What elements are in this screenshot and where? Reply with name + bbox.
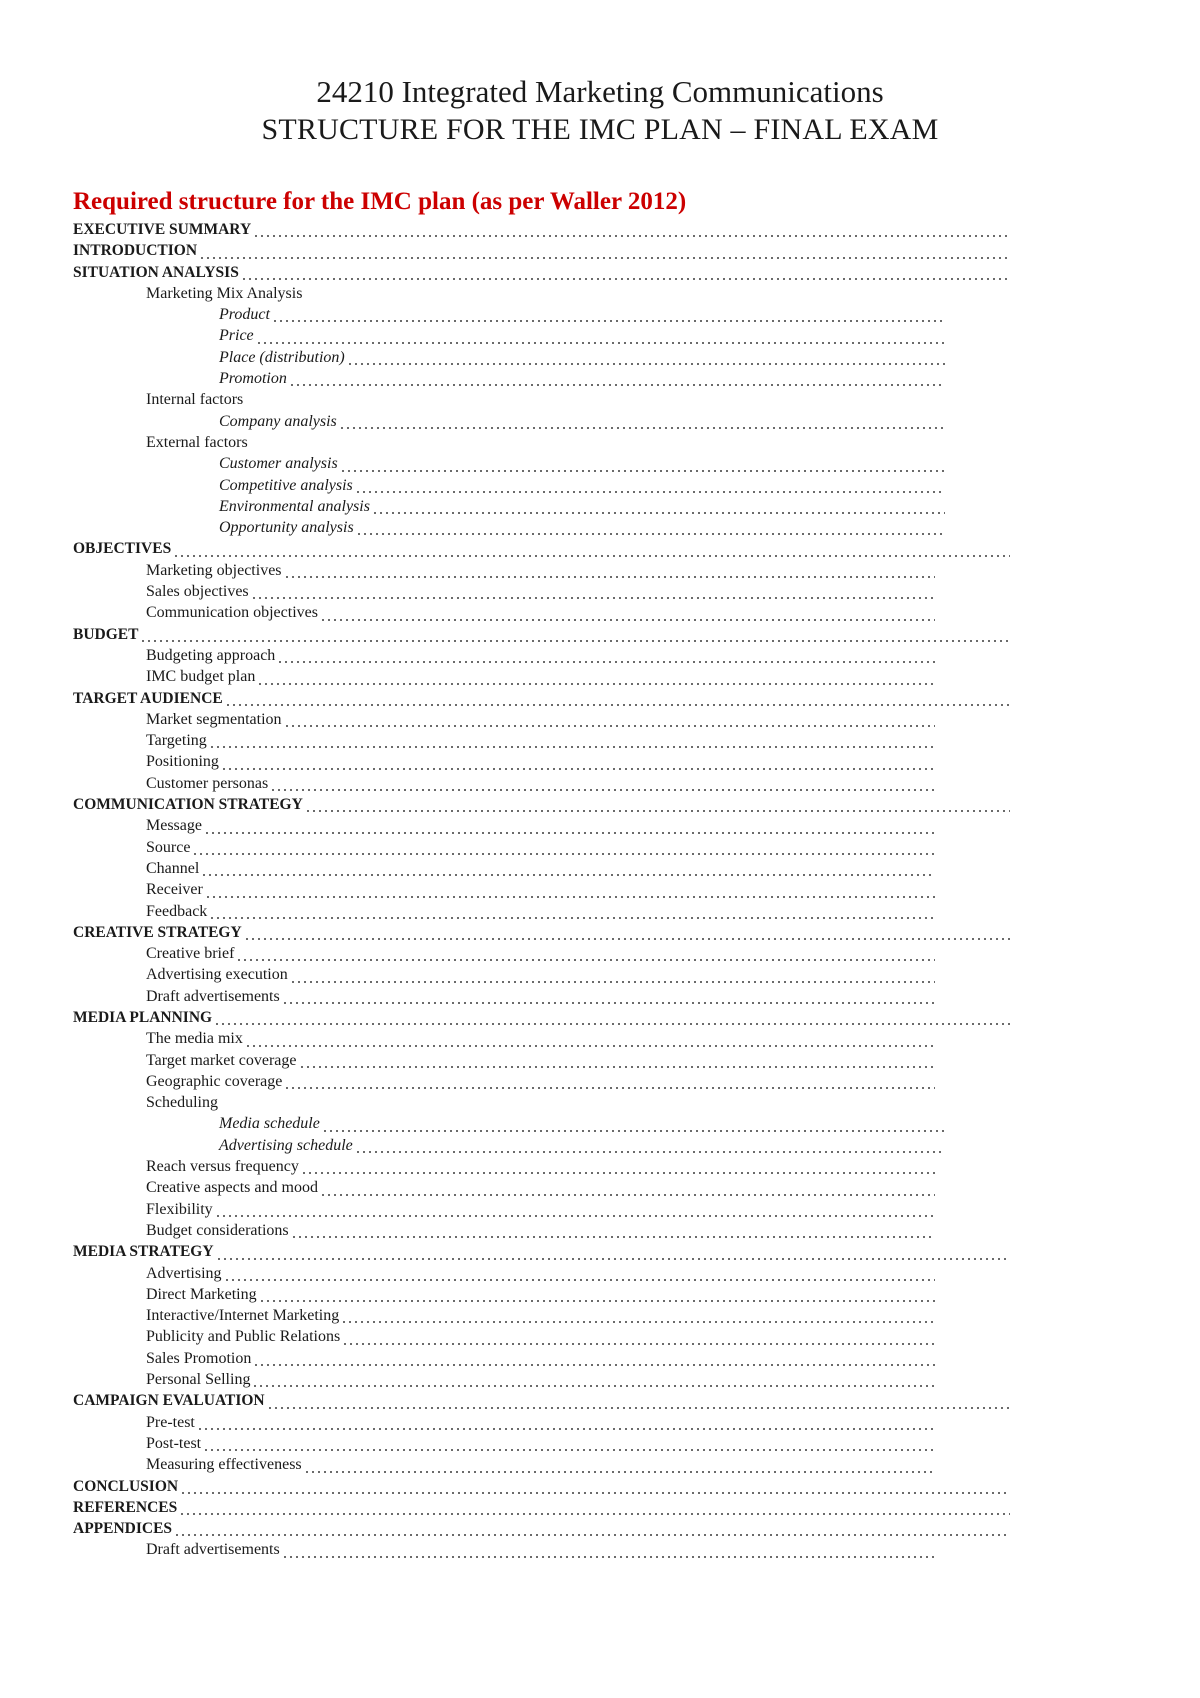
toc-entry xyxy=(0,709,1200,730)
toc-entry-label: Positioning xyxy=(146,753,219,771)
dot-leader xyxy=(267,1407,1010,1409)
toc-entry xyxy=(0,1177,1200,1198)
toc-entry-label: INTRODUCTION xyxy=(73,242,198,260)
dot-leader xyxy=(236,959,935,961)
toc-entry xyxy=(0,475,1200,496)
dot-leader xyxy=(322,1130,945,1132)
toc-entry xyxy=(0,1113,1200,1134)
toc-entry xyxy=(0,1476,1200,1497)
dot-leader xyxy=(277,661,935,663)
toc-entry-label: CREATIVE STRATEGY xyxy=(73,923,242,941)
dot-leader xyxy=(180,1492,1010,1494)
toc-entry-label: Direct Marketing xyxy=(146,1285,257,1303)
dot-leader xyxy=(284,1087,935,1089)
toc-entry xyxy=(0,1007,1200,1028)
toc-entry xyxy=(0,815,1200,836)
dot-leader xyxy=(216,1258,1010,1260)
toc-entry xyxy=(0,283,1200,304)
toc-entry-label: Product xyxy=(219,306,270,324)
toc-entry xyxy=(0,1454,1200,1475)
toc-entry xyxy=(0,1263,1200,1284)
dot-leader xyxy=(320,619,935,621)
toc-entry-label: REFERENCES xyxy=(73,1498,178,1516)
toc-entry-label: External factors xyxy=(146,433,248,451)
dot-leader xyxy=(270,789,935,791)
toc-entry xyxy=(0,1412,1200,1433)
dot-leader xyxy=(215,1215,935,1217)
toc-entry-label: APPENDICES xyxy=(73,1520,173,1538)
dot-leader xyxy=(253,235,1010,237)
toc-entry xyxy=(0,751,1200,772)
toc-entry xyxy=(0,730,1200,751)
toc-entry xyxy=(0,1241,1200,1262)
dot-leader xyxy=(192,853,935,855)
dot-leader xyxy=(355,1151,945,1153)
dot-leader xyxy=(290,981,935,983)
dot-leader xyxy=(253,1364,935,1366)
toc-entry xyxy=(0,794,1200,815)
toc-entry-label: Publicity and Public Relations xyxy=(146,1328,341,1346)
toc-entry-label: Scheduling xyxy=(146,1094,218,1112)
dot-leader xyxy=(224,1279,935,1281)
dot-leader xyxy=(199,257,1010,259)
toc-entry xyxy=(0,645,1200,666)
toc-entry-label: Channel xyxy=(146,859,200,877)
toc-entry xyxy=(0,453,1200,474)
toc-entry-label: Measuring effectiveness xyxy=(146,1456,302,1474)
toc-entry xyxy=(0,688,1200,709)
toc-entry xyxy=(0,964,1200,985)
toc-entry-label: IMC budget plan xyxy=(146,668,256,686)
toc-entry xyxy=(0,1199,1200,1220)
toc-entry-label: Budgeting approach xyxy=(146,646,276,664)
toc-entry xyxy=(0,1518,1200,1539)
toc-entry-label: Budget considerations xyxy=(146,1221,289,1239)
toc-entry-label: Targeting xyxy=(146,732,207,750)
toc-entry-label: Marketing objectives xyxy=(146,561,282,579)
toc-entry-label: Personal Selling xyxy=(146,1371,251,1389)
toc-entry-label: EXECUTIVE SUMMARY xyxy=(73,221,252,238)
dot-leader xyxy=(257,683,935,685)
dot-leader xyxy=(209,746,935,748)
dot-leader xyxy=(204,832,935,834)
toc-entry xyxy=(0,1390,1200,1411)
toc-entry-label: TARGET AUDIENCE xyxy=(73,689,223,707)
toc-entry-label: COMMUNICATION STRATEGY xyxy=(73,796,303,814)
dot-leader xyxy=(245,1045,935,1047)
toc-entry-label: Creative brief xyxy=(146,945,235,963)
dot-leader xyxy=(251,597,935,599)
toc-entry xyxy=(0,368,1200,389)
toc-entry-label: Advertising schedule xyxy=(219,1136,353,1154)
dot-leader xyxy=(320,1194,935,1196)
dot-leader xyxy=(259,1300,935,1302)
dot-leader xyxy=(225,704,1010,706)
toc-entry-label: Advertising xyxy=(146,1264,222,1282)
toc-entry xyxy=(0,1348,1200,1369)
toc-entry-label: Company analysis xyxy=(219,412,337,430)
dot-leader xyxy=(272,320,945,322)
dot-leader xyxy=(342,1343,935,1345)
toc-entry xyxy=(0,262,1200,283)
toc-entry xyxy=(0,858,1200,879)
toc-entry-label: MEDIA PLANNING xyxy=(73,1008,213,1026)
dot-leader xyxy=(347,363,945,365)
toc-entry-label: Marketing Mix Analysis xyxy=(146,284,303,302)
toc-entry-label: Draft advertisements xyxy=(146,1541,280,1559)
dot-leader xyxy=(289,384,945,386)
dot-leader xyxy=(372,512,945,514)
toc-entry xyxy=(0,496,1200,517)
toc-entry xyxy=(0,1156,1200,1177)
toc-entry xyxy=(0,1092,1200,1113)
dot-leader xyxy=(339,427,945,429)
toc-entry-label: Receiver xyxy=(146,881,203,899)
toc-entry xyxy=(0,1284,1200,1305)
document-title xyxy=(0,73,1200,149)
toc-entry xyxy=(0,347,1200,368)
toc-entry-label: Price xyxy=(219,327,254,345)
toc-entry-label: Geographic coverage xyxy=(146,1072,283,1090)
toc-entry-label: Competitive analysis xyxy=(219,476,353,494)
dot-leader xyxy=(214,1023,1010,1025)
toc-entry xyxy=(0,837,1200,858)
toc-entry-label: Message xyxy=(146,817,202,835)
dot-leader xyxy=(355,491,945,493)
dot-leader xyxy=(252,1385,935,1387)
toc-entry-label: Environmental analysis xyxy=(219,497,370,515)
dot-leader xyxy=(284,576,935,578)
toc-entry xyxy=(0,879,1200,900)
toc-entry xyxy=(0,560,1200,581)
toc-entry xyxy=(0,1539,1200,1560)
dot-leader xyxy=(140,640,1010,642)
toc-entry-label: Place (distribution) xyxy=(219,348,345,366)
dot-leader xyxy=(299,1066,936,1068)
toc-entry xyxy=(0,624,1200,645)
dot-leader xyxy=(304,1471,935,1473)
toc-entry xyxy=(0,411,1200,432)
toc-entry-label: Sales objectives xyxy=(146,583,249,601)
toc-entry-label: Pre-test xyxy=(146,1413,195,1431)
dot-leader xyxy=(256,342,945,344)
dot-leader xyxy=(174,1534,1010,1536)
dot-leader xyxy=(179,1513,1010,1515)
toc-entry-label: Reach versus frequency xyxy=(146,1158,299,1176)
toc-entry-label: SITUATION ANALYSIS xyxy=(73,263,239,281)
dot-leader xyxy=(341,1321,935,1323)
toc-entry xyxy=(0,325,1200,346)
toc-entry-label: The media mix xyxy=(146,1030,243,1048)
toc-entry-label: Interactive/Internet Marketing xyxy=(146,1307,340,1325)
toc-entry xyxy=(0,1050,1200,1071)
toc-entry xyxy=(0,389,1200,410)
dot-leader xyxy=(203,1449,935,1451)
toc-entry xyxy=(0,1433,1200,1454)
dot-leader xyxy=(284,725,935,727)
toc-entry xyxy=(0,517,1200,538)
dot-leader xyxy=(356,533,945,535)
toc-entry xyxy=(0,1220,1200,1241)
toc-entry-label: Feedback xyxy=(146,902,208,920)
toc-entry-label: Draft advertisements xyxy=(146,987,280,1005)
toc-entry-label: Target market coverage xyxy=(146,1051,297,1069)
toc-entry-label: Opportunity analysis xyxy=(219,519,354,537)
dot-leader xyxy=(221,768,935,770)
dot-leader xyxy=(291,1236,935,1238)
toc-entry-label: Sales Promotion xyxy=(146,1349,252,1367)
toc-entry xyxy=(0,773,1200,794)
dot-leader xyxy=(209,917,935,919)
toc-entry xyxy=(0,1071,1200,1092)
toc-entry xyxy=(0,1135,1200,1156)
toc-entry xyxy=(0,1028,1200,1049)
toc-entry-label: CONCLUSION xyxy=(73,1477,179,1495)
course-title: 24210 Integrated Marketing Communications xyxy=(316,74,884,109)
dot-leader xyxy=(340,470,945,472)
table-of-contents xyxy=(0,219,1200,1561)
toc-entry xyxy=(0,1369,1200,1390)
toc-entry-label: CAMPAIGN EVALUATION xyxy=(73,1392,265,1410)
dot-leader xyxy=(173,555,1010,557)
toc-entry xyxy=(0,304,1200,325)
toc-entry xyxy=(0,901,1200,922)
toc-entry-label: Creative aspects and mood xyxy=(146,1179,318,1197)
dot-leader xyxy=(205,896,935,898)
toc-entry xyxy=(0,1326,1200,1347)
toc-entry xyxy=(0,1497,1200,1518)
toc-entry-label: Media schedule xyxy=(219,1115,320,1133)
toc-entry-label: Post-test xyxy=(146,1434,202,1452)
toc-entry-label: Market segmentation xyxy=(146,710,282,728)
toc-entry-label: Internal factors xyxy=(146,391,244,409)
toc-entry-label: Customer analysis xyxy=(219,455,338,473)
toc-entry xyxy=(0,666,1200,687)
dot-leader xyxy=(201,874,935,876)
toc-entry xyxy=(0,986,1200,1007)
dot-leader xyxy=(282,1002,935,1004)
toc-entry xyxy=(0,219,1200,240)
dot-leader xyxy=(244,938,1010,940)
dot-leader xyxy=(241,278,1010,280)
toc-entry-label: Promotion xyxy=(219,370,287,388)
toc-entry-label: BUDGET xyxy=(73,625,139,643)
toc-entry xyxy=(0,602,1200,623)
dot-leader xyxy=(305,810,1010,812)
toc-entry xyxy=(0,1305,1200,1326)
toc-entry xyxy=(0,581,1200,602)
toc-entry-label: Source xyxy=(146,838,191,856)
toc-entry xyxy=(0,922,1200,943)
dot-leader xyxy=(301,1172,935,1174)
toc-entry xyxy=(0,432,1200,453)
toc-entry-label: Flexibility xyxy=(146,1200,213,1218)
dot-leader xyxy=(282,1556,935,1558)
toc-entry-label: Advertising execution xyxy=(146,966,288,984)
required-structure-heading: Required structure for the IMC plan (as per Waller 2012) xyxy=(73,188,687,215)
toc-entry-label: OBJECTIVES xyxy=(73,540,172,558)
toc-entry xyxy=(0,240,1200,261)
toc-entry-label: Customer personas xyxy=(146,774,269,792)
toc-entry-label: MEDIA STRATEGY xyxy=(73,1243,214,1261)
toc-entry xyxy=(0,538,1200,559)
toc-entry xyxy=(0,943,1200,964)
exam-title: STRUCTURE FOR THE IMC PLAN – FINAL EXAM xyxy=(261,113,939,146)
toc-entry-label: Communication objectives xyxy=(146,604,318,622)
dot-leader xyxy=(197,1428,935,1430)
